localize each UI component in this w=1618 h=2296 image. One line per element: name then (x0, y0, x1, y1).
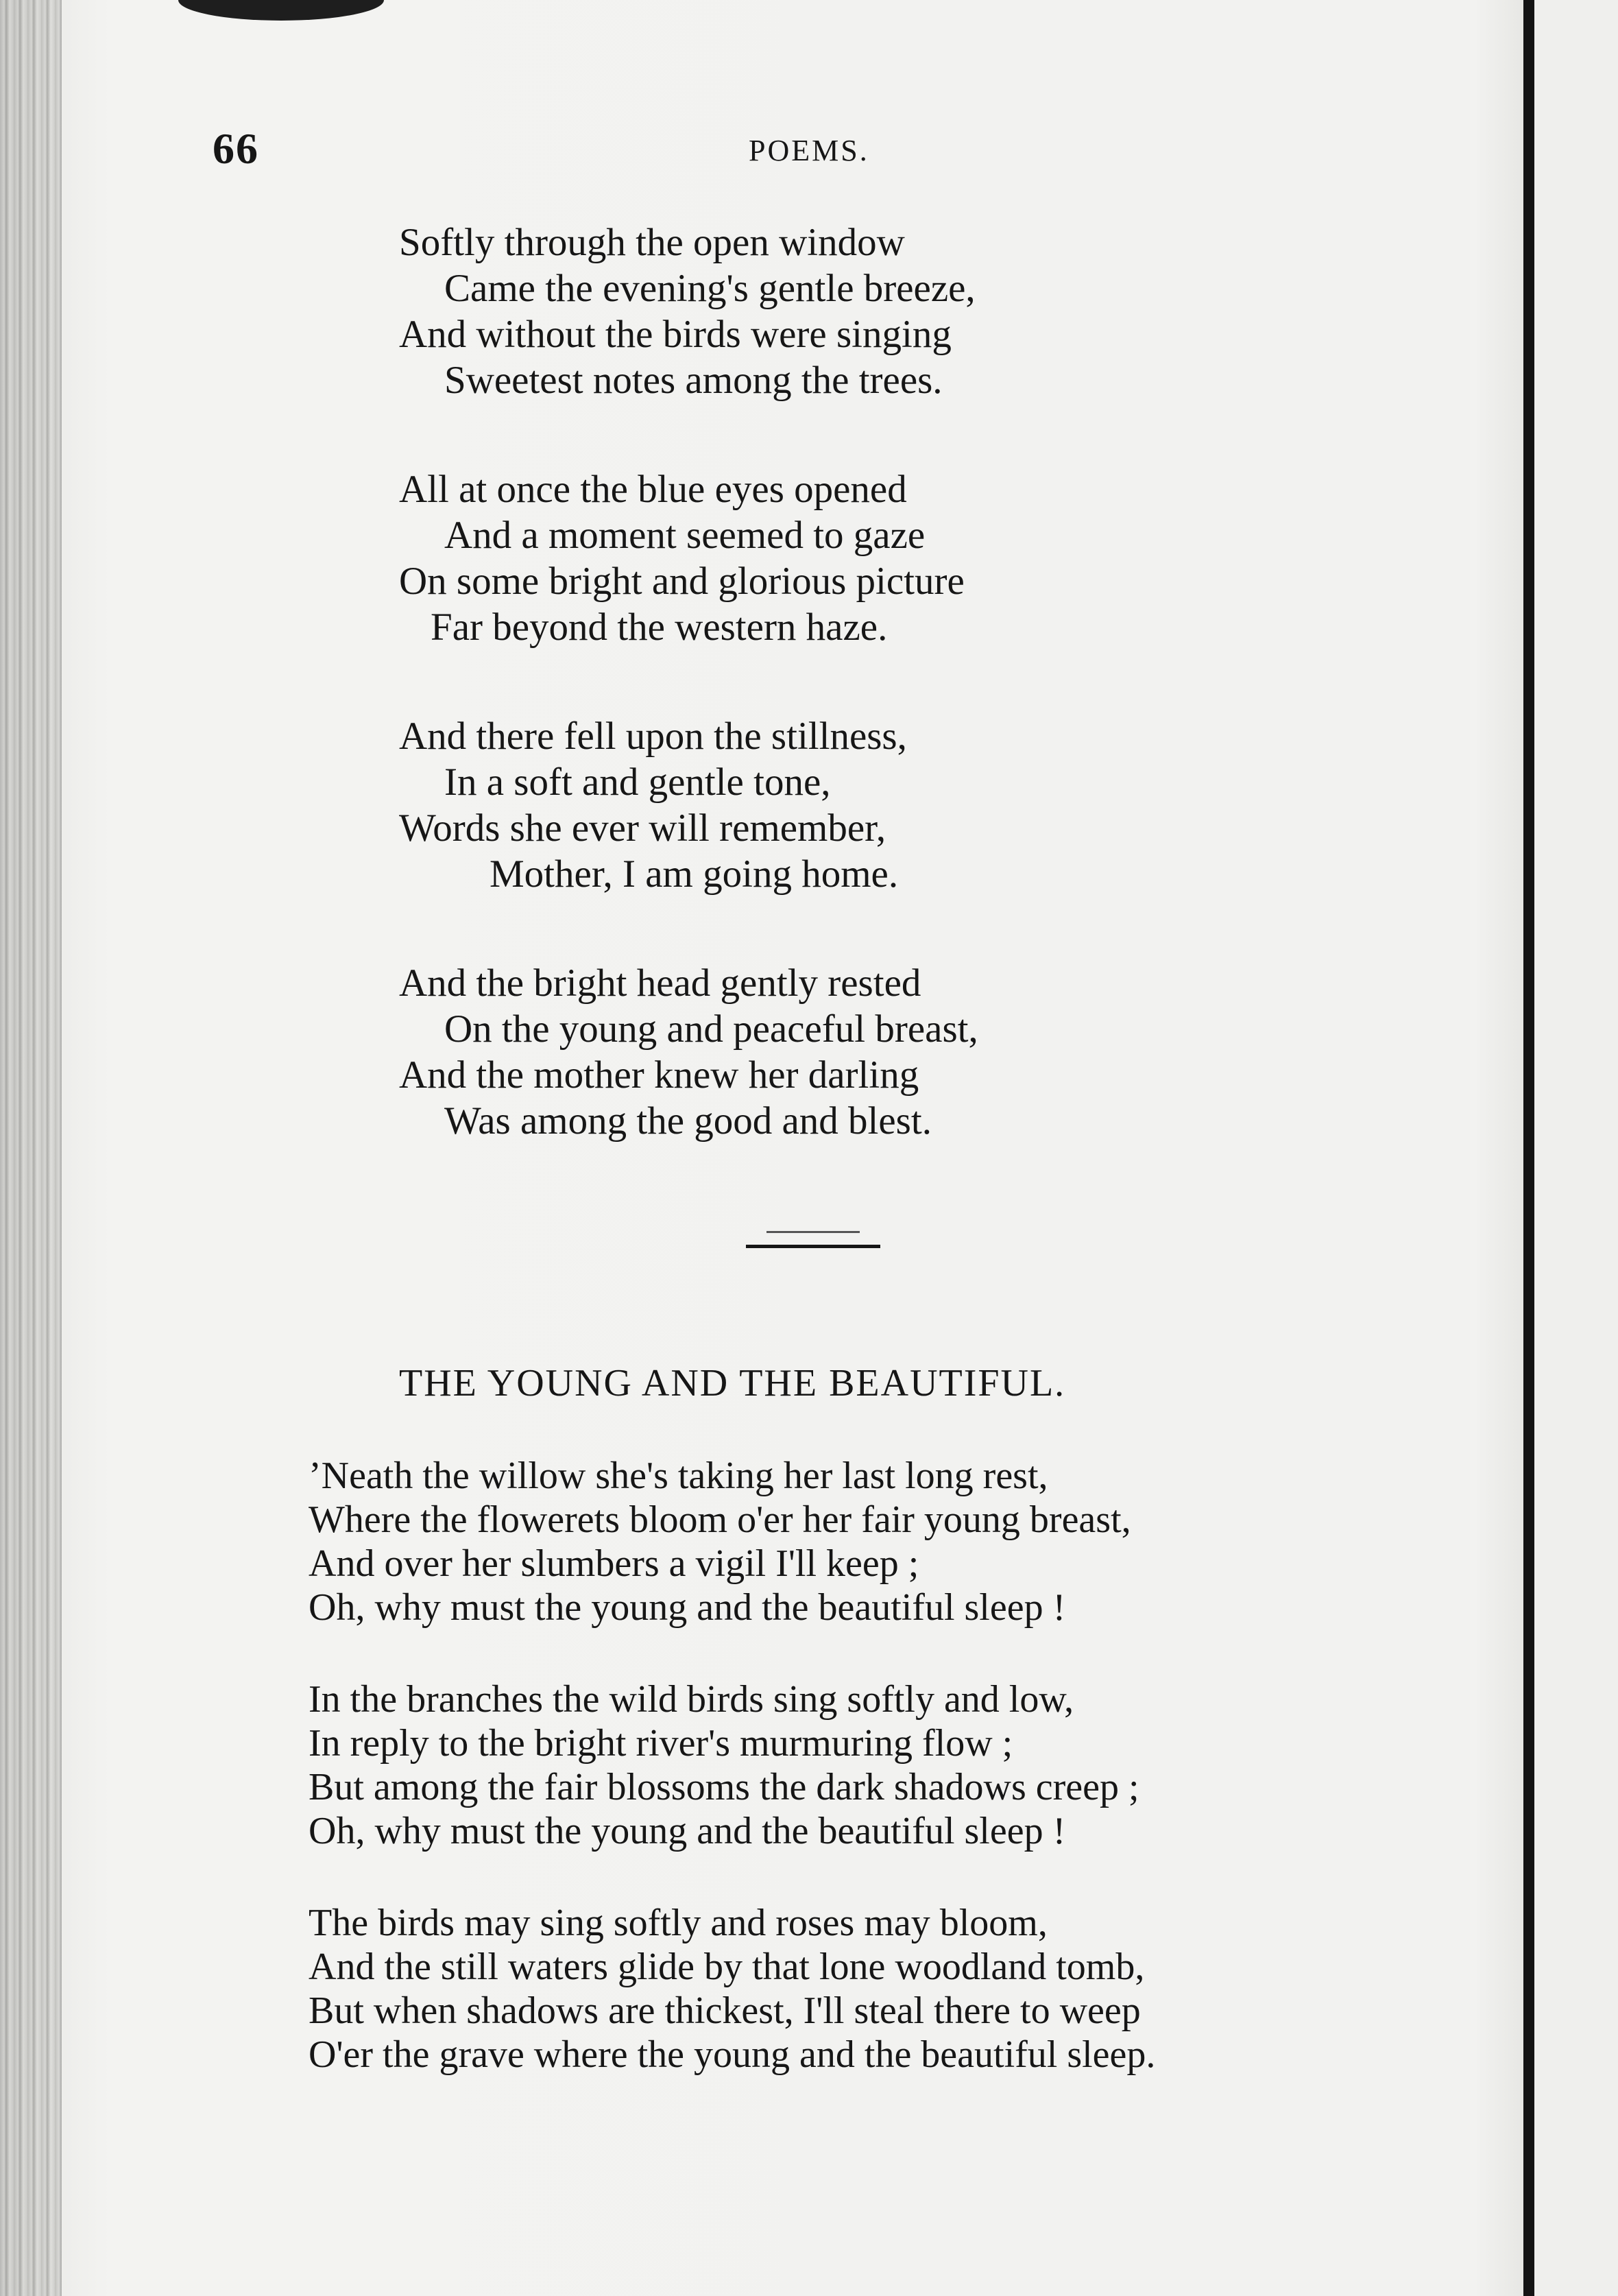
stanza (399, 466, 1496, 650)
stanza (309, 1454, 1515, 1629)
running-head: POEMS. (749, 134, 869, 167)
verse-line: The birds may sing softly and roses may bloom, (309, 1902, 1048, 1944)
verse-line: And the still waters glide by that lone woodland tomb, (309, 1946, 1145, 1988)
ink-blot-decoration (178, 0, 384, 21)
verse-line: In reply to the bright river's murmuring flow ; (309, 1722, 1013, 1765)
verse-line: But among the fair blossoms the dark shadows creep ; (309, 1766, 1139, 1808)
verse-line: Words she ever will remember, (399, 806, 886, 850)
poem-title: THE YOUNG AND THE BEAUTIFUL. (399, 1362, 1066, 1404)
verse-line: Came the evening's gentle breeze, (444, 267, 976, 310)
verse-line: Mother, I am going home. (490, 852, 899, 896)
verse-line: Oh, why must the young and the beautiful sleep ! (309, 1810, 1066, 1852)
stanza (399, 960, 1496, 1144)
verse-line: And the mother knew her darling (399, 1053, 919, 1097)
poem-one (399, 219, 1496, 1207)
stanza (399, 713, 1496, 897)
page-edge-border (1523, 0, 1534, 2296)
verse-line: O'er the grave where the young and the beautiful sleep. (309, 2033, 1156, 2076)
stanza (309, 1901, 1515, 2077)
verse-line: Softly through the open window (399, 221, 905, 264)
verse-line: And the bright head gently rested (399, 961, 921, 1005)
section-divider (746, 1231, 880, 1252)
divider-thin-rule (766, 1231, 860, 1233)
verse-line: And without the birds were singing (399, 313, 952, 356)
stanza (309, 1677, 1515, 1853)
verse-line: On the young and peaceful breast, (444, 1007, 978, 1051)
verse-line: All at once the blue eyes opened (399, 468, 907, 511)
verse-line: In the branches the wild birds sing softly and low, (309, 1678, 1074, 1721)
verse-line: But when shadows are thickest, I'll steal there to weep (309, 1989, 1141, 2032)
stanza (399, 219, 1496, 403)
verse-line: Sweetest notes among the trees. (444, 359, 943, 402)
verse-line: Was among the good and blest. (444, 1099, 932, 1143)
divider-thick-rule (746, 1245, 880, 1248)
verse-line: ’Neath the willow she's taking her last long rest, (309, 1455, 1048, 1497)
verse-line: On some bright and glorious picture (399, 560, 965, 603)
verse-line: And there fell upon the stillness, (399, 715, 907, 758)
verse-line: Where the flowerets bloom o'er her fair young breast, (309, 1498, 1131, 1541)
page-header (0, 123, 1522, 178)
page-number: 66 (213, 124, 259, 173)
verse-line: In a soft and gentle tone, (444, 761, 831, 804)
verse-line: And over her slumbers a vigil I'll keep ; (309, 1542, 919, 1585)
verse-line: Far beyond the western haze. (431, 606, 888, 649)
verse-line: Oh, why must the young and the beautiful sleep ! (309, 1586, 1066, 1629)
page-binding-edge (0, 0, 62, 2296)
poem-two (309, 1454, 1515, 2125)
verse-line: And a moment seemed to gaze (444, 514, 926, 557)
right-margin (1534, 0, 1618, 2296)
